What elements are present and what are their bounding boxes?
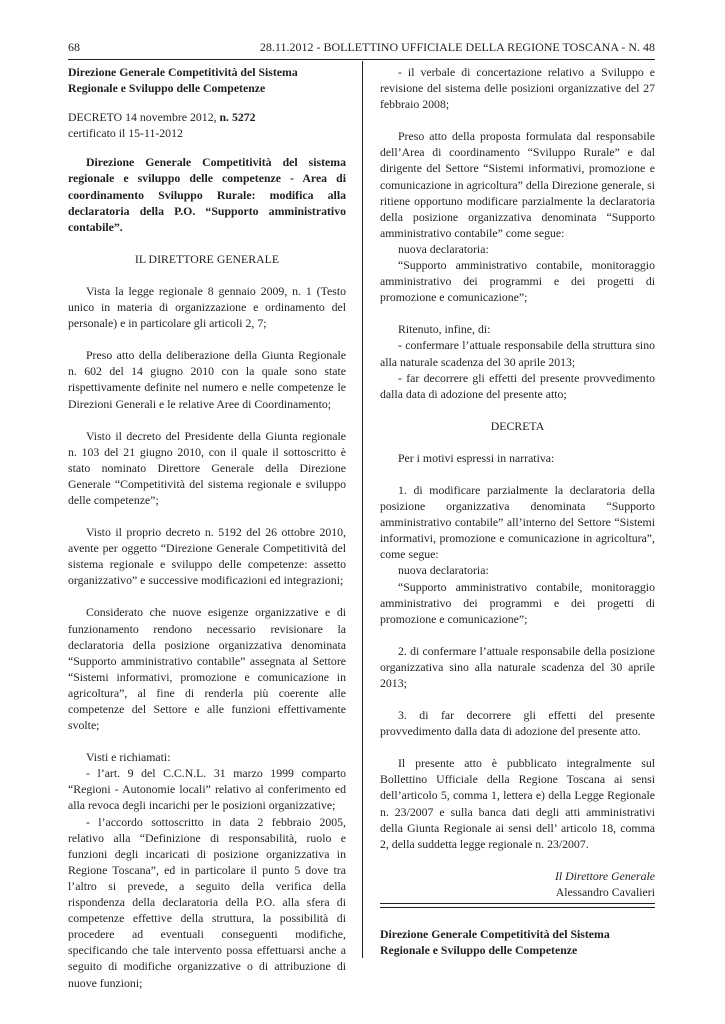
decree-heading bbox=[68, 109, 346, 125]
column-divider bbox=[362, 61, 363, 958]
next-section-title bbox=[380, 926, 655, 958]
paragraph: - il verbale di concertazione relativo a Sviluppo e revisione del sistema delle posizioni organizzative del 27 febbraio 2008; bbox=[380, 65, 655, 112]
paragraph: nuova declaratoria: bbox=[398, 563, 489, 578]
decree-label: DECRETO 14 novembre 2012, bbox=[68, 110, 220, 125]
paragraph: - far decorrere gli effetti del presente provvedimento dalla data di adozione del presente atto; bbox=[380, 370, 655, 401]
paragraph: Visto il decreto del Presidente della Giunta regionale n. 103 del 21 giugno 2010, con il quale il sottoscritto è stato nominato Direttore Generale della Direzione Generale “Competitività del sistema regionale e sviluppo delle competenze”; bbox=[68, 428, 346, 507]
paragraph: 3. di far decorrere gli effetti del presente provvedimento dalla data di adozione del presente atto. bbox=[380, 708, 655, 739]
paragraph: - l’accordo sottoscritto in data 2 febbraio 2005, relativo alla “Definizione di responsabilità, ruolo e funzioni degli incaricati di posizione organizzativa in Regione Toscana”, ed in particolare il punto 5 dove tra l’altro si prevede, a seguito della verifica della rispondenza della declaratoria della P.O. alla sfera di competenze effettive della struttura, la possibilità di procedere ad eventuali conseguenti modifiche, specificando che tale intervento possa effettuarsi anche a seguito di modifiche organizzative o di attribuzione di nuove funzioni; bbox=[68, 814, 346, 990]
department-title-line1: Direzione Generale Competitività del Sistema bbox=[68, 65, 298, 79]
paragraph: - l’art. 9 del C.C.N.L. 31 marzo 1999 comparto “Regioni - Autonomie locali” relativo al conferimento ed alla revoca degli incarichi per le posizioni organizzative; bbox=[68, 766, 346, 813]
paragraph: Preso atto della deliberazione della Giunta Regionale n. 602 del 14 giugno 2010 con la quale sono state rispettivamente definite nel numero e nelle competenze le Direzioni Generali e le relative Aree di Coordinamento; bbox=[68, 348, 346, 411]
paragraph: Il presente atto è pubblicato integralmente sul Bollettino Ufficiale della Regione Toscana ai sensi dell’articolo 5, comma 1, lettera e) della Legge Regionale n. 23/2007 e sulla banca dati degli atti amministrativi della Giunta Regionale ai sensi dell’ articolo 18, comma 2, della suddetta legge regionale n. 23/2007. bbox=[380, 756, 655, 851]
paragraph: “Supporto amministrativo contabile, monitoraggio amministrativo dei programmi e dei progetti di promozione e comunicazione”; bbox=[380, 258, 655, 305]
running-title: 28.11.2012 - BOLLETTINO UFFICIALE DELLA REGIONE TOSCANA - N. 48 bbox=[259, 40, 655, 54]
next-department-line1: Direzione Generale Competitività del Sistema bbox=[380, 927, 610, 941]
decree-number: n. 5272 bbox=[219, 110, 256, 125]
paragraph: Ritenuto, infine, di: bbox=[398, 322, 491, 337]
department-title-line2: Regionale e Sviluppo delle Competenze bbox=[68, 81, 266, 96]
paragraph: 2. di confermare l’attuale responsabile della posizione organizzativa sino alla naturale scadenza del 30 aprile 2013; bbox=[380, 643, 655, 690]
paragraph: Per i motivi espressi in narrativa: bbox=[398, 450, 555, 465]
paragraph: Preso atto della proposta formulata dal responsabile dell’Area di coordinamento “Sviluppo Rurale” e dal dirigente del Settore “Sistemi informativi, promozione e comunicazione in agricoltura” della Direzione generale, si ritiene opportuno modificare parzialmente la declaratoria della posizione organizzativa denominata “Supporto amministrativo contabile” come segue: bbox=[380, 129, 655, 240]
paragraph: Visti e richiamati: bbox=[86, 750, 171, 765]
decreta-heading: DECRETA bbox=[490, 418, 545, 433]
decree-subject: Direzione Generale Competitività del sistema regionale e sviluppo delle competenze - Area di coordinamento Sviluppo Rurale: modifica alla declaratoria della P.O. “Supporto amministrativo contabile”. bbox=[68, 155, 346, 234]
paragraph: “Supporto amministrativo contabile, monitoraggio amministrativo dei programmi e dei progetti di promozione e comunicazione”; bbox=[380, 579, 655, 626]
paragraph: Considerato che nuove esigenze organizzative e di funzionamento rendono necessario revisionare la declaratoria della posizione organizzativa denominata “Supporto amministrativo contabile” assegnata al Settore “Sistemi informativi, promozione e comunicazione in agricoltura”, al fine di renderla più coerente alle competenze del Settore e alle funzioni effettivamente svolte; bbox=[68, 605, 346, 733]
section-separator bbox=[380, 903, 655, 908]
left-column bbox=[68, 64, 346, 991]
header-rule bbox=[68, 59, 655, 60]
page-number: 68 bbox=[68, 40, 80, 54]
signature-name: Alessandro Cavalieri bbox=[555, 884, 655, 899]
paragraph: Visto il proprio decreto n. 5192 del 26 ottobre 2010, avente per oggetto “Direzione Generale Competitività del sistema regionale e sviluppo delle competenze: assetto organizzativo” e successive modificazioni ed integrazioni; bbox=[68, 525, 346, 588]
paragraph: - confermare l’attuale responsabile della struttura sino alla naturale scadenza del 30 aprile 2013; bbox=[380, 338, 655, 369]
certified-date: certificato il 15-11-2012 bbox=[68, 126, 183, 141]
paragraph: Vista la legge regionale 8 gennaio 2009, n. 1 (Testo unico in materia di organizzazione e ordinamento del personale) e in particolare gli articoli 2, 7; bbox=[68, 283, 346, 331]
director-heading: IL DIRETTORE GENERALE bbox=[134, 251, 280, 266]
paragraph: nuova declaratoria: bbox=[398, 241, 489, 256]
paragraph: 1. di modificare parzialmente la declaratoria della posizione organizzativa denominata “Supporto amministrativo contabile” all’interno del Settore “Sistemi informativi, promozione e comunicazione in agricoltura”, come segue: bbox=[380, 482, 655, 562]
next-department-line2: Regionale e Sviluppo delle Competenze bbox=[380, 943, 578, 958]
signature-title: Il Direttore Generale bbox=[554, 868, 655, 883]
right-column bbox=[380, 64, 655, 900]
